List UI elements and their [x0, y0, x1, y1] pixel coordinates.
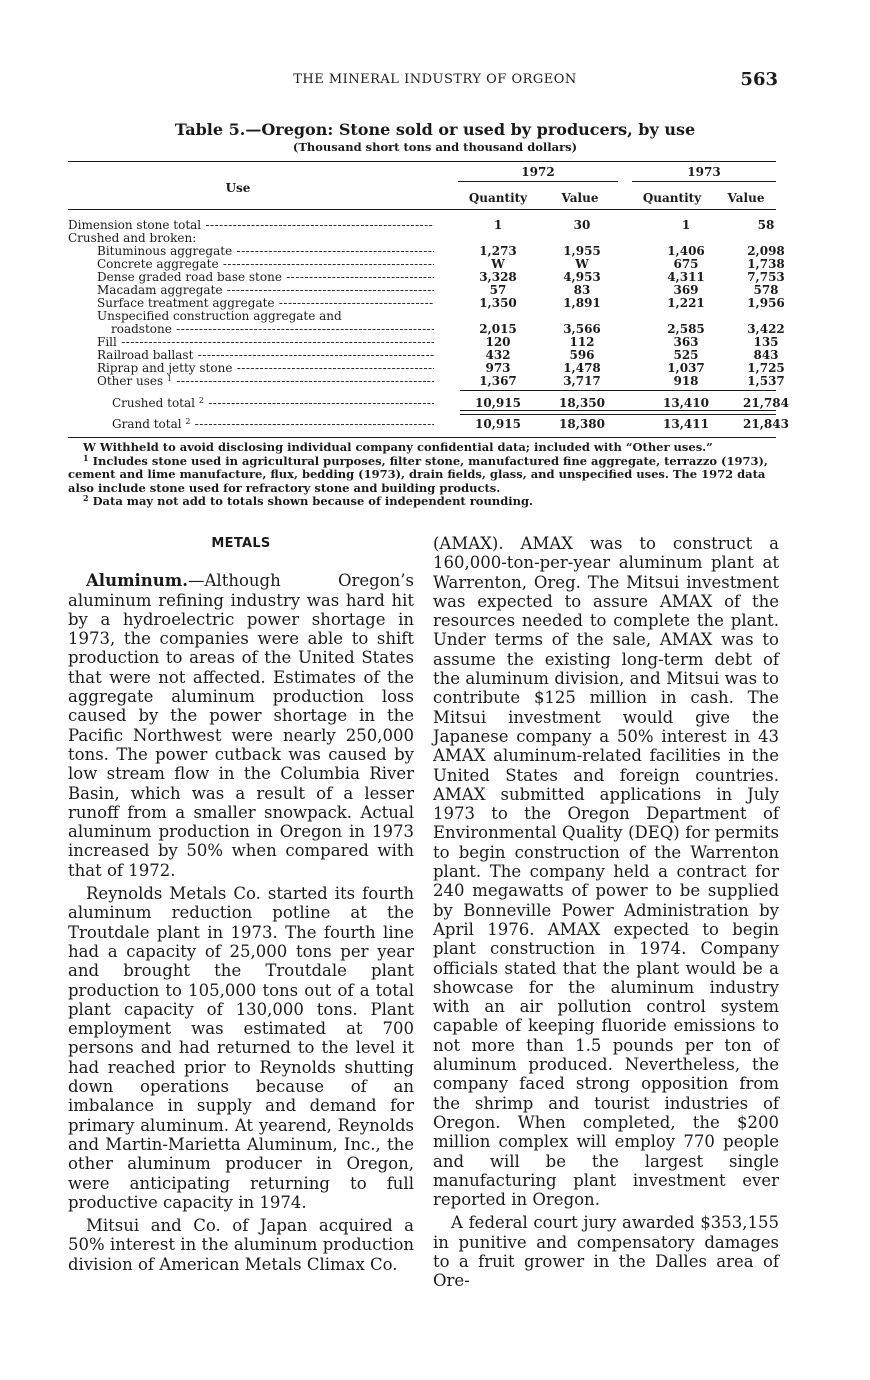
quantity-1972-cell: 10,915 [475, 417, 521, 431]
header-bottom-rule [68, 209, 776, 210]
row-label: Railroad ballast ----- [97, 349, 434, 362]
footnote-w: W Withheld to avoid disclosing individual company confidential data; included with “Other uses.” [83, 440, 713, 454]
page-number: 563 [740, 69, 778, 90]
paragraph: Aluminum.—Although Oregon’s aluminum refining industry was hard hit by a hydroelectric power shortage in 1973, the companies were able to shift production to areas of the United States that were not affected. Estimates of the aggregate aluminum production loss caused by the power shortage in the Pacific Northwest were nearly 250,000 tons. The power cutback was caused by low stream flow in the Columbia River Basin, which was a result of a lesser runoff from a smaller snowpack. Actual aluminum production in Oregon in 1973 increased by 50% when compared with that of 1972. [68, 571, 414, 880]
use-column-header: Use [225, 181, 251, 195]
row-label: Bituminous aggregate ----- [97, 245, 434, 258]
value-1972-cell: 18,380 [559, 417, 605, 431]
run-in-heading: Aluminum. [86, 571, 188, 591]
value-1972-cell: 1,955 [563, 244, 601, 258]
quantity-1973-cell: 13,411 [663, 417, 709, 431]
quantity-1973-cell: 13,410 [663, 396, 709, 410]
quantity-1972-cell: 120 [485, 335, 511, 349]
grand-total-rule-b [460, 414, 776, 415]
running-head [0, 69, 870, 92]
section-heading: METALS [211, 536, 271, 551]
value-1973-cell: 7,753 [747, 270, 785, 284]
quantity-1972-cell: 1,350 [479, 296, 517, 310]
paragraph: Reynolds Metals Co. started its fourth aluminum reduction potline at the Troutdale plant in 1973. The fourth line had a capacity of 25,000 tons per year and brought the Troutdale plant production to 105,000 tons out of a total plant capacity of 130,000 tons. Plant employment was estimated at 700 persons and had returned to the level it had reached prior to Reynolds shutting down operations because of an imbalance in supply and demand for primary aluminum. At yearend, Reynolds and Martin-Marietta Aluminum, Inc., the other aluminum producer in Oregon, were anticipating returning to full productive capacity in 1974. [68, 884, 414, 1212]
quantity-1973-cell: 525 [673, 348, 699, 362]
value-1972-cell: 3,566 [563, 322, 601, 336]
table-row [68, 397, 788, 410]
right-column [433, 534, 779, 1291]
row-label: Surface treatment aggregate ----- [97, 297, 434, 310]
quantity-1973-cell: 1 [681, 218, 691, 232]
row-label: Concrete aggregate ----- [97, 258, 434, 271]
value-1973-cell: 1,725 [747, 361, 785, 375]
value-1973-cell: 1,956 [747, 296, 785, 310]
row-label: Crushed total $^2$ ----- [112, 397, 434, 410]
value-1972-cell: 596 [569, 348, 595, 362]
quantity-1972-cell: 57 [489, 283, 507, 297]
row-label: Unspecified construction aggregate and [97, 310, 342, 323]
quantity-1973-cell: 675 [673, 257, 699, 271]
footnote-marker: 1 [83, 452, 89, 463]
footnote-1: $^1$ Includes stone used in agricultural purposes, filter stone, manufactured fine aggregate, terrazzo (1973), cement and lime manufacture, flux, bedding (1973), drain fields, glass, and unspecified uses. The 1972 data also include stone used for refractory stone and building products. [68, 452, 768, 495]
quantity-1972-cell: 1,273 [479, 244, 517, 258]
quantity-1973-cell: 1,221 [667, 296, 705, 310]
table-subtitle: (Thousand short tons and thousand dollars) [292, 140, 578, 154]
table-row [68, 219, 788, 232]
quantity-1972-cell: 3,328 [479, 270, 517, 284]
footnote-marker: 2 [83, 493, 89, 503]
paragraph: (AMAX). AMAX was to construct a 160,000-ton-per-year aluminum plant at Warrenton, Oreg. The Mitsui investment was expected to assure AMAX of the resources needed to complete the plant. Under terms of the sale, AMAX was to assume the existing long-term debt of the aluminum division, and Mitsui was to contribute $125 million in cash. The Mitsui investment would give the Japanese company a 50% interest in 43 AMAX aluminum-related facilities in the United States and foreign countries. AMAX submitted applications in July 1973 to the Oregon Department of Environmental Quality (DEQ) for permits to begin construction of the Warrenton plant. The company held a contract for 240 megawatts of power to be supplied by Bonneville Power Administration by April 1976. AMAX expected to begin plant construction in 1974. Company officials stated that the plant would be a showcase for the aluminum industry with an air pollution control system capable of keeping fluoride emissions to not more than 1.5 pounds per ton of aluminum produced. Nevertheless, the company faced strong opposition from the shrimp and tourist industries of Oregon. When completed, the $200 million complex will employ 770 people and will be the largest single manufacturing plant investment ever reported in Oregon. [433, 534, 779, 1210]
footnote-marker: 2 [198, 397, 204, 405]
paragraph: Mitsui and Co. of Japan acquired a 50% interest in the aluminum production division of American Metals Climax Co. [68, 1216, 414, 1274]
value-1973-cell: 1,738 [747, 257, 785, 271]
value-1972-cell: 30 [573, 218, 591, 232]
grand-total-rule-a [460, 410, 776, 411]
value-1973-cell: 135 [753, 335, 779, 349]
quantity-1972-cell: 2,015 [479, 322, 517, 336]
table-row [68, 418, 788, 431]
quantity-1973-cell: 4,311 [667, 270, 705, 284]
quantity-1973-cell: 363 [673, 335, 699, 349]
row-label: roadstone ----- [111, 323, 434, 336]
table-top-rule [68, 161, 776, 162]
quantity-1972-cell: 973 [485, 361, 511, 375]
quantity-1973-header: Quantity [642, 191, 702, 205]
year-1972-header: 1972 [521, 165, 555, 179]
value-1972-cell: W [575, 257, 589, 271]
row-label: Other uses $^1$ ----- [97, 375, 434, 388]
value-1973-cell: 21,784 [743, 396, 789, 410]
value-1973-cell: 1,537 [747, 374, 785, 388]
row-label: Dimension stone total ----- [68, 219, 434, 232]
row-label: Fill ----- [97, 336, 434, 349]
value-1972-cell: 4,953 [563, 270, 601, 284]
row-label: Dense graded road base stone ----- [97, 271, 434, 284]
quantity-1972-cell: 10,915 [475, 396, 521, 410]
value-1973-cell: 578 [753, 283, 779, 297]
table-title: Table 5.—Oregon: Stone sold or used by producers, by use [174, 120, 696, 139]
quantity-1973-cell: 369 [673, 283, 699, 297]
row-label: Macadam aggregate ----- [97, 284, 434, 297]
quantity-1972-cell: W [491, 257, 505, 271]
value-1972-header: Value [561, 191, 599, 205]
left-column [68, 534, 414, 1274]
value-1973-cell: 58 [757, 218, 775, 232]
running-title: THE MINERAL INDUSTRY OF ORGEON [293, 72, 577, 87]
value-1973-cell: 843 [753, 348, 779, 362]
quantity-1972-cell: 1 [493, 218, 503, 232]
quantity-1972-header: Quantity [468, 191, 528, 205]
value-1972-cell: 1,891 [563, 296, 601, 310]
row-label: Riprap and jetty stone ----- [97, 362, 434, 375]
footnote-marker: 2 [185, 418, 191, 426]
table-footnotes [68, 441, 788, 509]
table-row [68, 297, 788, 310]
quantity-1973-cell: 1,037 [667, 361, 705, 375]
value-1972-cell: 112 [569, 335, 595, 349]
year-1973-rule [632, 181, 776, 182]
crushed-total-rule [460, 390, 776, 391]
value-1973-cell: 3,422 [747, 322, 785, 336]
year-1973-header: 1973 [687, 165, 721, 179]
value-1972-cell: 1,478 [563, 361, 601, 375]
quantity-1972-cell: 432 [485, 348, 511, 362]
value-1973-cell: 21,843 [743, 417, 789, 431]
quantity-1973-cell: 2,585 [667, 322, 705, 336]
value-1973-header: Value [727, 191, 765, 205]
year-1972-rule [458, 181, 618, 182]
row-label: Grand total $^2$ ----- [112, 418, 434, 431]
row-label: Crushed and broken: [68, 232, 197, 245]
paragraph: A federal court jury awarded $353,155 in punitive and compensatory damages to a fruit grower in the Dalles area of Ore- [433, 1213, 779, 1291]
table-bottom-rule [68, 437, 776, 438]
footnote-marker: 1 [167, 375, 173, 383]
quantity-1972-cell: 1,367 [479, 374, 517, 388]
value-1972-cell: 3,717 [563, 374, 601, 388]
footnote-2: $^2$ Data may not add to totals shown because of independent rounding. [83, 493, 534, 508]
table-row [68, 375, 788, 388]
quantity-1973-cell: 918 [673, 374, 699, 388]
value-1972-cell: 83 [573, 283, 591, 297]
value-1972-cell: 18,350 [559, 396, 605, 410]
value-1973-cell: 2,098 [747, 244, 785, 258]
quantity-1973-cell: 1,406 [667, 244, 705, 258]
